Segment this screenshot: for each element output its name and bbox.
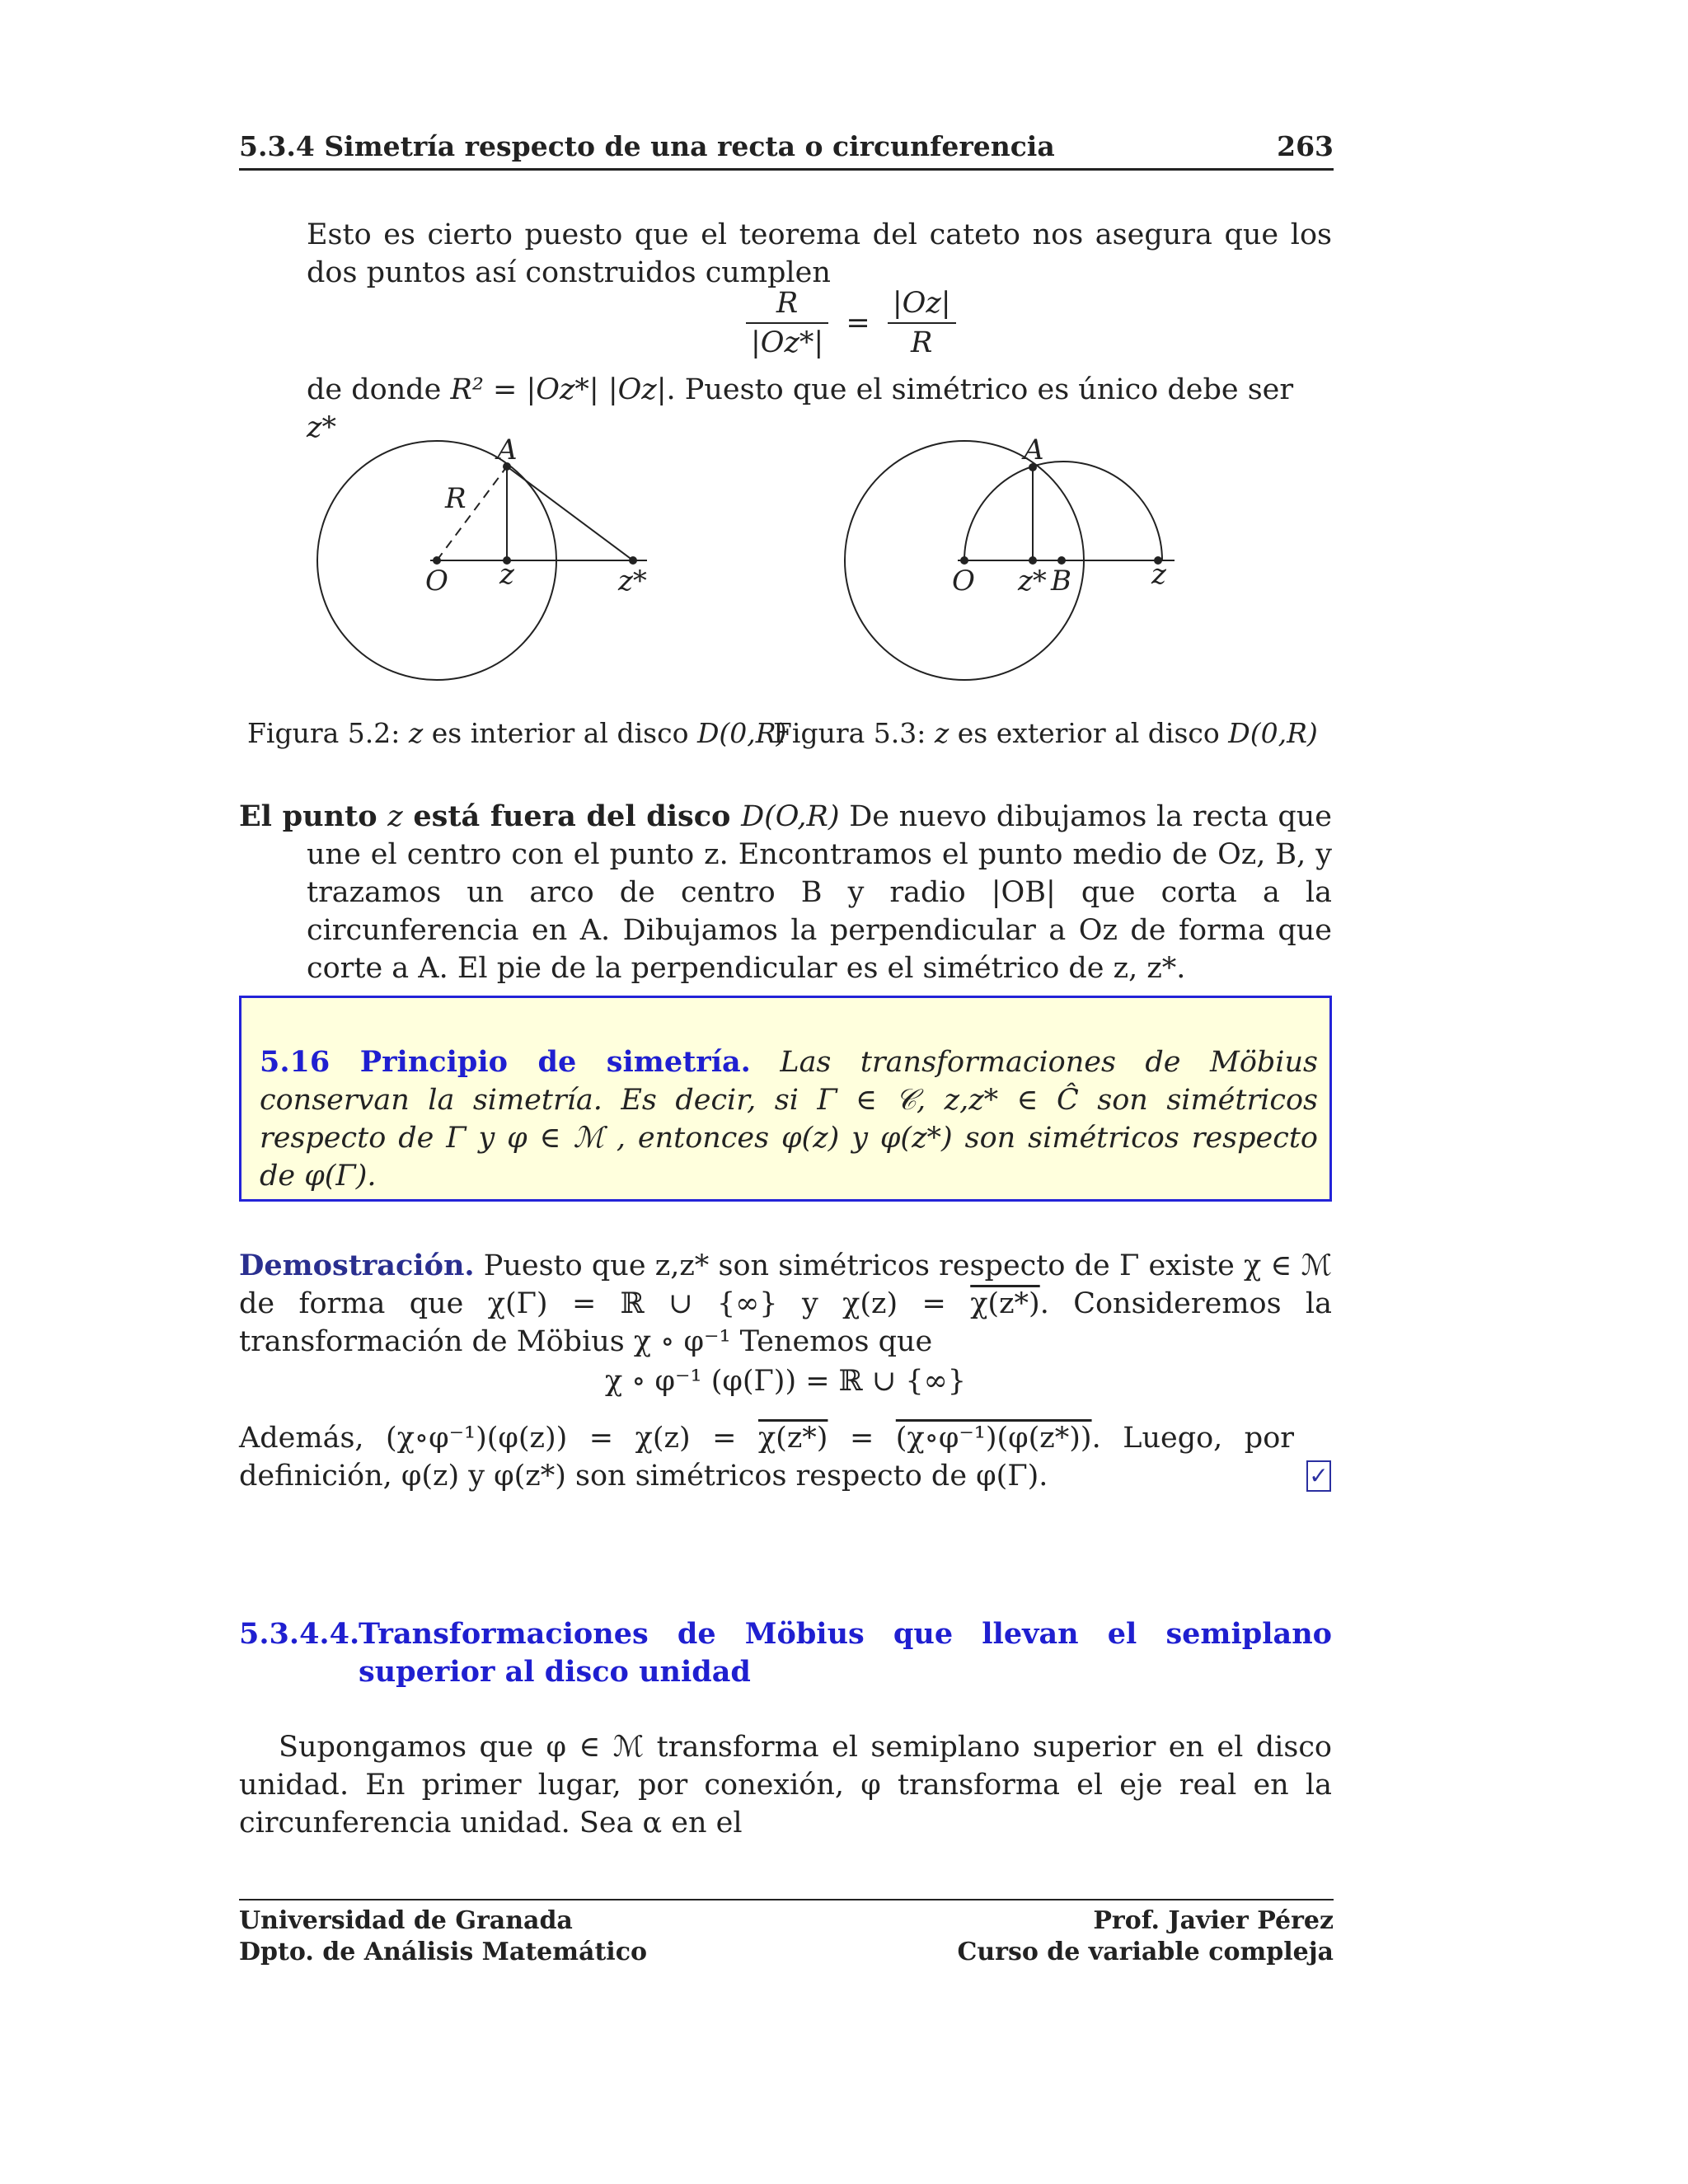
point-O bbox=[433, 556, 441, 565]
label-z: z bbox=[499, 558, 514, 591]
caption-figure-5-2: Figura 5.2: z es interior al disco D(0,R) bbox=[247, 717, 787, 749]
theorem-label: 5.16 Principio de simetría. bbox=[260, 1045, 751, 1079]
tangent-line bbox=[507, 466, 633, 560]
point-B bbox=[1057, 556, 1066, 565]
footer-rule bbox=[239, 1899, 1334, 1900]
theorem-text bbox=[260, 1043, 1318, 1195]
theorem-statement: Las transformaciones de Möbius conservan la simetría. Es decir, si Γ ∈ 𝒞, z,z* ∈ Ĉ son simétricos respecto de Γ y φ ∈ ℳ , entonces φ(z) y φ(z*) son simétricos respecto de φ(Γ). bbox=[260, 1046, 1318, 1193]
figure-interior bbox=[317, 434, 647, 680]
ratio-equation: $\frac{R}{|Oz*|}$ = $\frac{|Oz|}{R}$ bbox=[746, 284, 956, 362]
fraction-right: $\frac{|Oz|}{R}$ bbox=[888, 284, 956, 362]
intro-paragraph: Esto es cierto puesto que el teorema del cateto nos asegura que los dos puntos así construidos cumplen bbox=[307, 218, 1332, 289]
footer-university: Universidad de Granada bbox=[239, 1906, 573, 1935]
footer-author: Prof. Javier Pérez bbox=[1093, 1906, 1334, 1935]
conclusion-line: de donde R² = |Oz*| |Oz|. Puesto que el simétrico es único debe ser z* bbox=[307, 373, 1294, 444]
fraction-left: $\frac{R}{|Oz*|}$ bbox=[746, 284, 828, 362]
footer-left bbox=[239, 1905, 647, 1968]
running-header-title: 5.3.4 Simetría respecto de una recta o circunferencia bbox=[239, 130, 1055, 162]
label-A: A bbox=[1024, 434, 1044, 466]
proof-paragraph: Demostración. Puesto que z,z* son simétricos respecto de Γ existe χ ∈ ℳ de forma que χ(Γ) = ℝ ∪ {∞} y χ(z) = χ(z*). Consideremos la transformación de Möbius χ ∘ φ⁻¹ Tenemos que bbox=[239, 1249, 1332, 1358]
outside-disc-paragraph: El punto z está fuera del disco D(O,R) De nuevo dibujamos la recta que une el centro con el punto z. Encontramos el punto medio de Oz, B, y trazamos un arco de centro B y radio |OB| que corta a la circunferencia en A. Dibujamos la perpendicular a Oz de forma que corte a A. El pie de la perpendicular es el simétrico de z, z*. bbox=[239, 799, 1332, 985]
page-number: 263 bbox=[1277, 130, 1334, 162]
footer-course: Curso de variable compleja bbox=[957, 1938, 1334, 1966]
header-rule bbox=[239, 168, 1334, 171]
figure-exterior bbox=[845, 434, 1175, 680]
subsection-number: 5.3.4.4. bbox=[239, 1617, 360, 1651]
subsection-title: Transformaciones de Möbius que llevan el semiplano superior al disco unidad bbox=[359, 1617, 1332, 1689]
label-zstar: z* bbox=[618, 565, 647, 598]
proof-conclusion: Además, (χ∘φ⁻¹)(φ(z)) = χ(z) = χ(z*) = (χ∘φ⁻¹)(φ(z*)). Luego, por definición, φ(z) y φ(z*) son simétricos respecto de φ(Γ). bbox=[239, 1422, 1295, 1493]
label-O: O bbox=[952, 565, 975, 598]
point-O bbox=[960, 556, 968, 565]
closing-paragraph: Supongamos que φ ∈ ℳ transforma el semiplano superior en el disco unidad. En primer lugar, por conexión, φ transforma el eje real en la circunferencia unidad. Sea α en el bbox=[239, 1731, 1332, 1840]
point-zstar bbox=[1029, 556, 1037, 565]
theorem-box bbox=[239, 996, 1332, 1202]
point-zstar bbox=[629, 556, 637, 565]
footer-department: Dpto. de Análisis Matemático bbox=[239, 1938, 647, 1966]
label-B: B bbox=[1051, 565, 1071, 598]
label-R: R bbox=[445, 482, 467, 515]
label-z: z bbox=[1151, 558, 1166, 591]
qed-checkmark-icon: ✓ bbox=[1306, 1460, 1331, 1492]
display-equation: χ ∘ φ⁻¹ (φ(Γ)) = ℝ ∪ {∞} bbox=[604, 1365, 967, 1398]
label-O: O bbox=[425, 565, 448, 598]
caption-figure-5-3: Figura 5.3: z es exterior al disco D(0,R) bbox=[773, 717, 1318, 749]
label-zstar: z* bbox=[1018, 565, 1047, 598]
construction-figures bbox=[247, 424, 1286, 696]
label-A: A bbox=[497, 434, 518, 466]
arc-centered-B bbox=[964, 462, 1162, 560]
footer-right bbox=[957, 1905, 1334, 1968]
proof-label: Demostración. bbox=[239, 1249, 475, 1282]
